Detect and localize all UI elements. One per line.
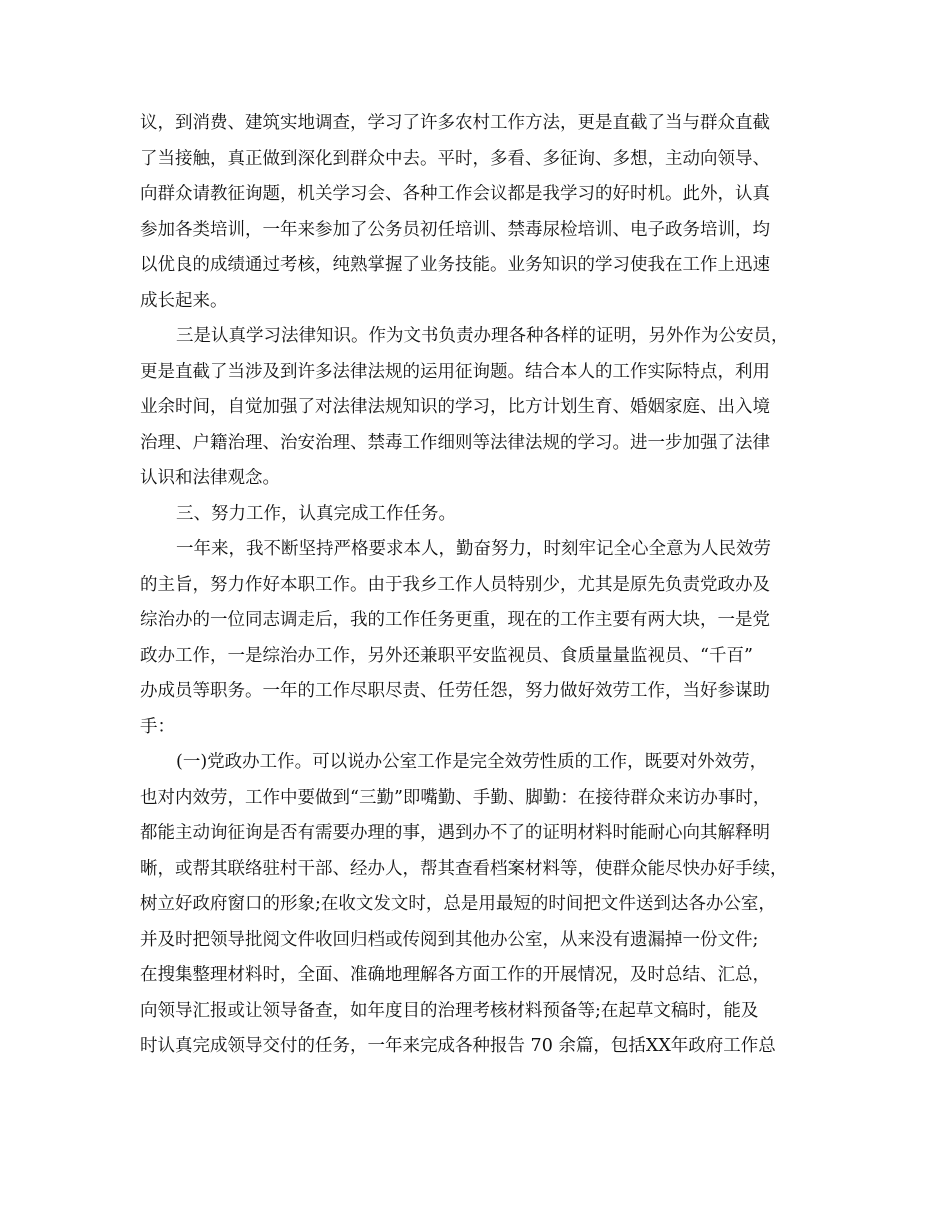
text-line: 时认真完成领导交付的任务，一年来完成各种报告 70 余篇，包括XX年政府工作总: [140, 1036, 776, 1056]
text-line: 更是直截了当涉及到许多法律法规的运用征询题。结合本人的工作实际特点，利用: [140, 361, 770, 382]
text-line: 以优良的成绩通过考核，纯熟掌握了业务技能。业务知识的学习使我在工作上迅速: [140, 255, 770, 275]
text-line: 成长起来。: [140, 290, 228, 311]
document-body: [140, 106, 812, 1065]
text-line: 治理、户籍治理、治安治理、禁毒工作细则等法律法规的学习。进一步加强了法律: [140, 432, 770, 453]
text-line: 也对内效劳，工作中要做到“三勤”即嘴勤、手勤、脚勤：在接待群众来访办事时，: [140, 787, 771, 808]
text-line: 议，到消费、建筑实地调查，学习了许多农村工作方法，更是直截了当与群众直截: [140, 113, 770, 133]
paragraph-first-line: 三是认真学习法律知识。作为文书负责办理各种各样的证明，另外作为公安员，: [176, 326, 789, 346]
paragraph-first-line: 一年来，我不断坚持严格要求本人，勤奋努力，时刻牢记全心全意为人民效劳: [176, 539, 771, 559]
text-line: 参加各类培训，一年来参加了公务员初任培训、禁毒尿检培训、电子政务培训，均: [140, 219, 770, 240]
text-line: 政办工作，一是综治办工作，另外还兼职平安监视员、食质量量监视员、“千百”: [140, 645, 753, 666]
paragraph-first-line: (一)党政办工作。可以说办公室工作是完全效劳性质的工作，既要对外效劳，: [176, 752, 768, 772]
text-line: 的主旨，努力作好本职工作。由于我乡工作人员特别少，尤其是原先负责党政办及: [140, 574, 770, 595]
text-line: 了当接触，真正做到深化到群众中去。平时，多看、多征询、多想，主动向领导、: [140, 148, 770, 169]
text-line: 都能主动询征询是否有需要办理的事，遇到办不了的证明材料时能耐心向其解释明: [140, 823, 770, 843]
text-line: 业余时间，自觉加强了对法律法规知识的学习，比方计划生育、婚姻家庭、出入境: [140, 397, 770, 417]
text-line: 并及时把领导批阅文件收回归档或传阅到其他办公室，从来没有遗漏掉一份文件;: [140, 929, 759, 950]
text-line: 向群众请教征询题，机关学习会、各种工作会议都是我学习的好时机。此外，认真: [140, 184, 770, 204]
text-line: 认识和法律观念。: [140, 468, 280, 488]
text-line: 办成员等职务。一年的工作尽职尽责、任劳任怨，努力做好效劳工作，当好参谋助: [140, 681, 770, 701]
text-line: 晰，或帮其联络驻村干部、经办人，帮其查看档案材料等，使群众能尽快办好手续，: [140, 858, 788, 879]
text-line: 手：: [140, 716, 175, 737]
section-heading: 三、努力工作，认真完成工作任务。: [176, 503, 456, 524]
text-line: 在搜集整理材料时，全面、准确地理解各方面工作的开展情况，及时总结、汇总，: [140, 965, 770, 985]
text-line: 树立好政府窗口的形象;在收文发文时，总是用最短的时间把文件送到达各办公室，: [140, 894, 776, 914]
text-line: 综治办的一位同志调走后，我的工作任务更重，现在的工作主要有两大块，一是党: [140, 610, 770, 630]
text-line: 向领导汇报或让领导备查，如年度目的治理考核材料预备等;在起草文稿时，能及: [140, 1000, 759, 1021]
